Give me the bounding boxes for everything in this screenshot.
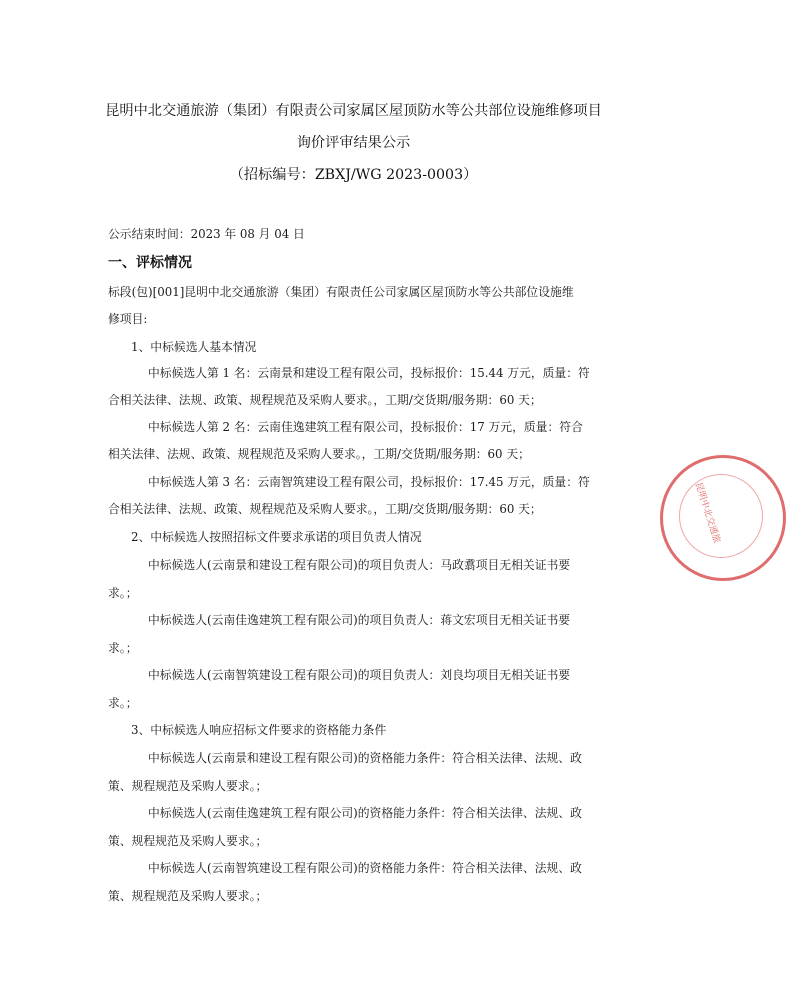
document-title-line2: 询价评审结果公示 [296, 135, 411, 151]
official-seal-stamp [660, 455, 786, 581]
candidate-2-line1: 中标候选人第 2 名：云南佳逸建筑工程有限公司，投标报价：17 万元，质量：符合 [148, 420, 583, 434]
lot-description: 标段(包)[001]昆明中北交通旅游（集团）有限责任公司家属区屋顶防水等公共部位设施维 [108, 285, 574, 299]
candidate-3-line2: 合相关法律、法规、政策、规程规范及采购人要求。，工期/交货期/服务期：60 天； [108, 502, 542, 516]
qualification-1-line2: 策、规程规范及采购人要求。； [108, 779, 268, 793]
candidate-1-line1: 中标候选人第 1 名：云南景和建设工程有限公司，投标报价：15.44 万元，质量：符 [148, 366, 590, 380]
subheading-candidates: 1、中标候选人基本情况 [131, 340, 257, 354]
qualification-1-line1: 中标候选人(云南景和建设工程有限公司)的资格能力条件：符合相关法律、法规、政 [148, 751, 582, 765]
candidate-2-line2: 相关法律、法规、政策、规程规范及采购人要求。，工期/交货期/服务期：60 天； [108, 447, 530, 461]
leader-3-line2: 求。； [108, 696, 138, 710]
lot-description-cont: 修项目: [108, 312, 148, 326]
subheading-project-leaders: 2、中标候选人按照招标文件要求承诺的项目负责人情况 [131, 530, 422, 544]
leader-1-line2: 求。； [108, 586, 138, 600]
leader-2-line2: 求。； [108, 641, 138, 655]
seal-text: 昆明中北交通旅 [692, 481, 722, 545]
leader-2-line1: 中标候选人(云南佳逸建筑工程有限公司)的项目负责人：蒋文宏项目无相关证书要 [148, 613, 571, 627]
candidate-1-line2: 合相关法律、法规、政策、规程规范及采购人要求。，工期/交货期/服务期：60 天； [108, 393, 542, 407]
leader-1-line1: 中标候选人(云南景和建设工程有限公司)的项目负责人：马政翥项目无相关证书要 [148, 558, 571, 572]
bid-number: （招标编号：ZBXJ/WG 2023-0003） [229, 167, 478, 183]
qualification-3-line1: 中标候选人(云南智筑建设工程有限公司)的资格能力条件：符合相关法律、法规、政 [148, 861, 582, 875]
subheading-qualifications: 3、中标候选人响应招标文件要求的资格能力条件 [131, 723, 387, 737]
seal-inner-ring [679, 474, 763, 558]
notice-end-time: 公示结束时间：2023 年 08 月 04 日 [108, 227, 305, 241]
qualification-2-line1: 中标候选人(云南佳逸建筑工程有限公司)的资格能力条件：符合相关法律、法规、政 [148, 806, 582, 820]
document-title-line1: 昆明中北交通旅游（集团）有限责公司家属区屋顶防水等公共部位设施维修项目 [105, 103, 602, 119]
qualification-2-line2: 策、规程规范及采购人要求。； [108, 834, 268, 848]
candidate-3-line1: 中标候选人第 3 名：云南智筑建设工程有限公司，投标报价：17.45 万元，质量：符 [148, 475, 590, 489]
leader-3-line1: 中标候选人(云南智筑建设工程有限公司)的项目负责人：刘良均项目无相关证书要 [148, 668, 571, 682]
section-heading-evaluation: 一、评标情况 [108, 255, 192, 271]
qualification-3-line2: 策、规程规范及采购人要求。； [108, 889, 268, 903]
